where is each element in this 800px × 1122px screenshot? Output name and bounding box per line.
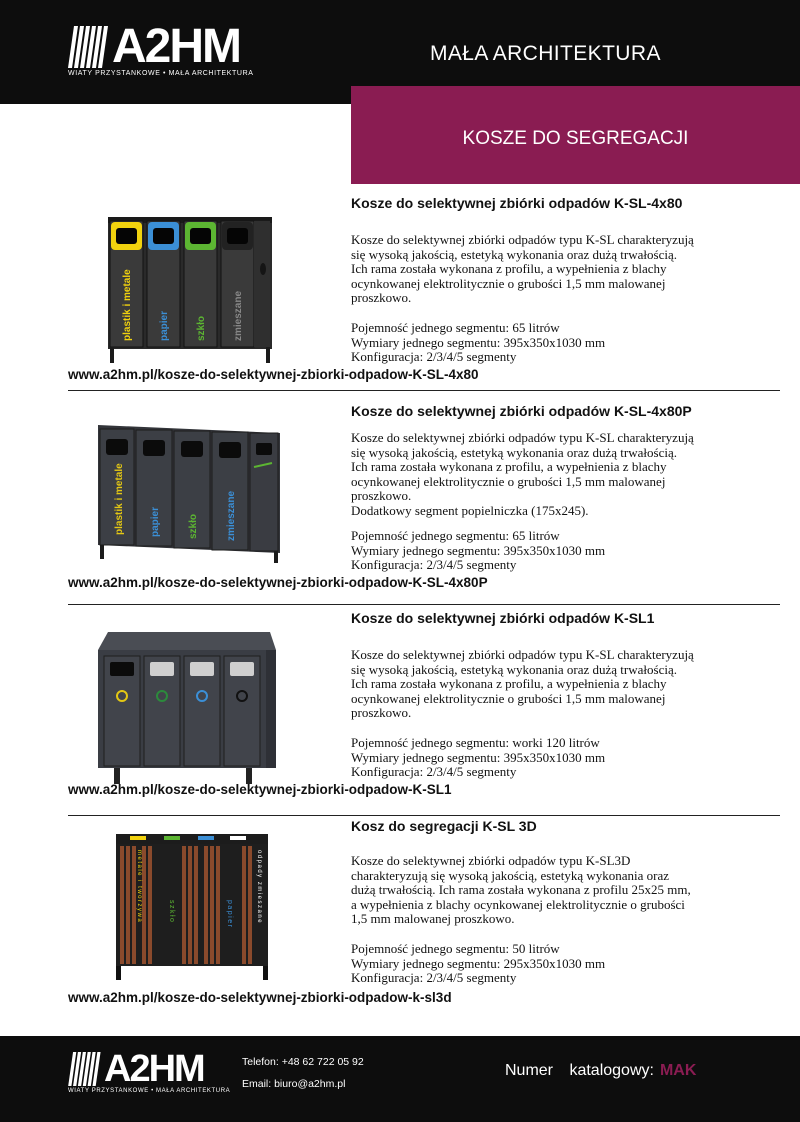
description-line: się wysoką jakością, estetyką wykonania oraz dużą trwałością. — [351, 661, 677, 677]
spec-capacity: Pojemność jednego segmentu: 65 litrów — [351, 528, 560, 543]
bin-label-mixed: zmieszane — [226, 490, 237, 541]
logo-stripes-icon — [68, 1052, 104, 1086]
section-divider — [68, 390, 780, 391]
product-card — [68, 403, 780, 603]
description-line: się wysoką jakością, estetyką wykonania oraz dużą trwałością. — [351, 444, 677, 460]
logo-tagline: WIATY PRZYSTANKOWE • MAŁA ARCHITEKTURA — [68, 1088, 231, 1094]
product-link[interactable]: www.a2hm.pl/kosze-do-selektywnej-zbiorki-odpadow-K-SL-4x80P — [68, 575, 488, 590]
page-title: MAŁA ARCHITEKTURA — [430, 42, 661, 65]
company-logo[interactable] — [68, 20, 254, 77]
bin-label-glass: szkło — [188, 513, 199, 539]
bin-label-paper: papier — [159, 310, 170, 341]
product-title: Kosze do selektywnej zbiórki odpadów K-SL-4x80P — [351, 403, 692, 419]
spec-capacity: Pojemność jednego segmentu: worki 120 litrów — [351, 735, 600, 750]
spec-dimensions: Wymiary jednego segmentu: 295x350x1030 mm — [351, 955, 606, 971]
description-line: ocynkowanej elektrolitycznie o grubości 1,5 mm malowanej — [351, 473, 666, 489]
product-title: Kosze do selektywnej zbiórki odpadów K-SL1 — [351, 610, 655, 626]
footer-phone[interactable]: Telefon: +48 62 722 05 92 — [242, 1056, 364, 1068]
logo-tagline: WIATY PRZYSTANKOWE • MAŁA ARCHITEKTURA — [68, 70, 254, 77]
spec-capacity: Pojemność jednego segmentu: 50 litrów — [351, 941, 560, 956]
product-image — [102, 209, 278, 365]
bin-label-glass: szkło — [168, 900, 175, 924]
product-specs — [351, 736, 771, 780]
description-line: 1,5 mm malowanej proszkowo. — [351, 911, 515, 926]
product-specs — [351, 942, 771, 986]
section-divider — [68, 604, 780, 605]
bin-label-mixed: odpady zmieszane — [256, 850, 262, 925]
product-description — [351, 648, 771, 721]
product-card — [68, 610, 780, 810]
catalog-code: MAK — [659, 1062, 697, 1079]
section-divider — [68, 815, 780, 816]
bin-label-glass: szkło — [196, 315, 207, 341]
product-image — [112, 830, 272, 982]
description-line: a wypełnienia z blachy ocynkowanej elektrolitycznie o grubości — [351, 896, 685, 912]
product-image — [94, 620, 280, 786]
catalog-number — [505, 1062, 696, 1080]
description-line: proszkowo. — [351, 488, 412, 503]
description-line: Ich rama została wykonana z profilu, a wypełnienia z blachy — [351, 459, 667, 474]
product-link[interactable]: www.a2hm.pl/kosze-do-selektywnej-zbiorki-odpadow-k-sl3d — [68, 990, 452, 1005]
product-specs — [351, 529, 771, 573]
product-title: Kosz do segregacji K-SL 3D — [351, 818, 537, 834]
footer-logo[interactable] — [68, 1048, 231, 1094]
product-description — [351, 431, 771, 518]
product-title: Kosze do selektywnej zbiórki odpadów K-SL-4x80 — [351, 195, 683, 211]
bin-label-plastic: plastik i metale — [114, 463, 125, 535]
category-title: KOSZE DO SEGREGACJI — [462, 128, 689, 149]
description-line: Ich rama została wykonana z profilu, a wypełnienia z blachy — [351, 676, 667, 691]
bin-label-metal: metale i tworzywa — [136, 850, 142, 924]
logo-stripes-icon — [68, 26, 112, 68]
description-line: proszkowo. — [351, 290, 412, 305]
footer-bar — [0, 1036, 800, 1122]
product-image — [94, 419, 284, 565]
spec-capacity: Pojemność jednego segmentu: 65 litrów — [351, 320, 560, 335]
logo-text: A2HM — [112, 20, 241, 73]
category-banner — [351, 86, 800, 184]
description-line: Kosze do selektywnej zbiórki odpadów typu K-SL charakteryzują — [351, 232, 694, 247]
description-line: Ich rama została wykonana z profilu, a wypełnienia z blachy — [351, 261, 667, 276]
product-description — [351, 233, 771, 306]
spec-configuration: Konfiguracja: 2/3/4/5 segmenty — [351, 764, 517, 779]
description-line: proszkowo. — [351, 705, 412, 720]
spec-configuration: Konfiguracja: 2/3/4/5 segmenty — [351, 970, 517, 985]
footer-email[interactable]: Email: biuro@a2hm.pl — [242, 1078, 346, 1090]
description-line: ocynkowanej elektrolitycznie o grubości 1,5 mm malowanej — [351, 275, 666, 291]
description-line: Kosze do selektywnej zbiórki odpadów typu K-SL3D — [351, 853, 631, 868]
spec-configuration: Konfiguracja: 2/3/4/5 segmenty — [351, 557, 517, 572]
logo-text: A2HM — [104, 1048, 204, 1090]
description-line: Dodatkowy segment popielniczka (175x245). — [351, 502, 589, 518]
product-card — [68, 195, 780, 390]
catalog-label: Numer katalogowy: — [505, 1062, 654, 1079]
description-line: dużą trwałością. Ich rama została wykonana z profilu 25x25 mm, — [351, 882, 691, 897]
bin-label-paper: papier — [150, 506, 161, 537]
spec-dimensions: Wymiary jednego segmentu: 395x350x1030 mm — [351, 749, 606, 765]
product-link[interactable]: www.a2hm.pl/kosze-do-selektywnej-zbiorki-odpadow-K-SL-4x80 — [68, 367, 479, 382]
product-specs — [351, 321, 771, 365]
product-description — [351, 854, 771, 927]
description-line: Kosze do selektywnej zbiórki odpadów typu K-SL charakteryzują — [351, 647, 694, 662]
spec-dimensions: Wymiary jednego segmentu: 395x350x1030 mm — [351, 542, 606, 558]
product-card — [68, 818, 780, 1018]
description-line: Kosze do selektywnej zbiórki odpadów typu K-SL charakteryzują — [351, 430, 694, 445]
spec-dimensions: Wymiary jednego segmentu: 395x350x1030 mm — [351, 334, 606, 350]
bin-label-paper: papier — [226, 900, 233, 929]
spec-configuration: Konfiguracja: 2/3/4/5 segmenty — [351, 349, 517, 364]
description-line: charakteryzują się wysoką jakością, estetyką wykonania oraz — [351, 867, 670, 883]
bin-label-plastic: plastik i metale — [122, 269, 133, 341]
description-line: ocynkowanej elektrolitycznie o grubości 1,5 mm malowanej — [351, 690, 666, 706]
bin-label-mixed: zmieszane — [233, 290, 244, 341]
product-link[interactable]: www.a2hm.pl/kosze-do-selektywnej-zbiorki-odpadow-K-SL1 — [68, 782, 452, 797]
description-line: się wysoką jakością, estetyką wykonania oraz dużą trwałością. — [351, 246, 677, 262]
